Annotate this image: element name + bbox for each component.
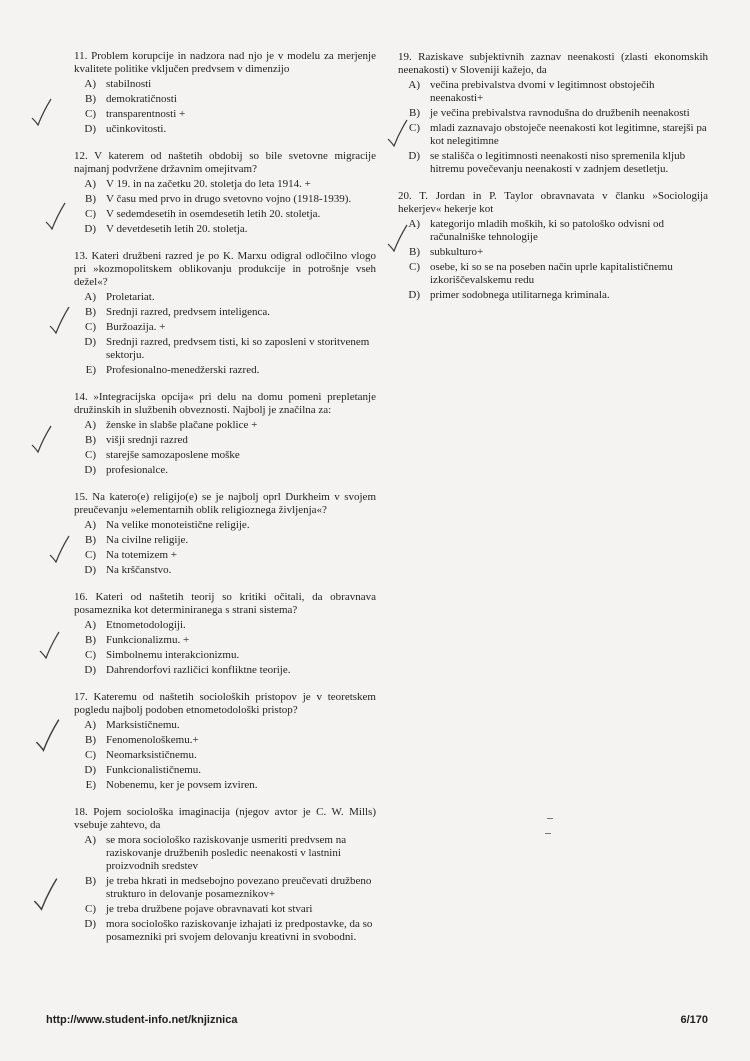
left-column — [74, 50, 376, 958]
option-a — [74, 619, 376, 632]
option-a — [74, 419, 376, 432]
option-list — [74, 519, 376, 577]
option-text: osebe, ki so se na poseben način uprle kapitalističnemu izkoriščevalskemu redu — [430, 261, 673, 286]
option-list — [398, 79, 708, 176]
option-text: Na totemizem + — [106, 549, 177, 561]
option-text: Srednji razred, predvsem inteligenca. — [106, 306, 271, 318]
option-letter: B) — [85, 193, 96, 205]
option-letter: A) — [84, 834, 96, 846]
option-d — [74, 464, 376, 477]
option-a — [398, 79, 708, 105]
option-text: Neomarksističnemu. — [106, 749, 197, 761]
question-text: 17. Kateremu od naštetih socioloških pristopov je v teoretskem pogledu najbolj podoben etnometodološki pristop? — [74, 691, 376, 716]
option-text: demokratičnosti — [106, 93, 177, 105]
option-text: ženske in slabše plačane poklice + — [106, 419, 258, 431]
option-b — [398, 107, 708, 120]
option-letter: E) — [85, 779, 96, 791]
option-letter: C) — [85, 449, 96, 461]
option-text: Na civilne religije. — [106, 534, 189, 546]
option-letter: D) — [84, 336, 96, 348]
question-15 — [74, 491, 376, 577]
question-text: 20. T. Jordan in P. Taylor obravnavata v članku »Sociologija hekerjev« hekerje kot — [398, 190, 708, 215]
option-d — [74, 336, 376, 362]
option-text: je večina prebivalstva ravnodušna do družbenih neenakosti — [430, 107, 690, 119]
option-letter: B) — [85, 434, 96, 446]
option-text: je treba hkrati in medsebojno povezano preučevati družbeno strukturo in delovanje posameznikov+ — [106, 875, 372, 900]
option-text: V devetdesetih letih 20. stoletja. — [106, 223, 248, 235]
option-letter: B) — [85, 306, 96, 318]
option-c — [74, 903, 376, 916]
question-11 — [74, 50, 376, 136]
question-12 — [74, 150, 376, 236]
option-letter: D) — [408, 289, 420, 301]
handwritten-check-icon — [34, 717, 60, 753]
option-letter: B) — [409, 107, 420, 119]
option-b — [74, 875, 376, 901]
option-letter: D) — [84, 918, 96, 930]
option-letter: A) — [84, 178, 96, 190]
option-d — [74, 764, 376, 777]
option-list — [398, 218, 708, 302]
option-c — [398, 261, 708, 287]
handwritten-check-icon — [48, 306, 70, 334]
option-b — [74, 634, 376, 647]
option-c — [74, 321, 376, 334]
option-text: Dahrendorfovi različici konfliktne teorije. — [106, 664, 291, 676]
question-text: 19. Raziskave subjektivnih zaznav neenakosti (zlasti ekonomskih neenakosti) v Sloveniji kažejo, da — [398, 51, 708, 76]
option-letter: B) — [85, 875, 96, 887]
option-a — [74, 719, 376, 732]
option-list — [74, 178, 376, 236]
option-c — [74, 108, 376, 121]
option-text: Na velike monoteistične religije. — [106, 519, 250, 531]
option-letter: D) — [84, 223, 96, 235]
option-text: je treba družbene pojave obravnavati kot stvari — [106, 903, 313, 915]
option-e — [74, 364, 376, 377]
option-text: V sedemdesetih in osemdesetih letih 20. stoletja. — [106, 208, 321, 220]
option-a — [74, 291, 376, 304]
option-b — [74, 306, 376, 319]
option-letter: C) — [85, 903, 96, 915]
option-text: V času med prvo in drugo svetovno vojno (1918-1939). — [106, 193, 352, 205]
scan-speck — [547, 818, 553, 819]
option-letter: A) — [408, 218, 420, 230]
option-letter: B) — [85, 93, 96, 105]
question-text: 12. V katerem od naštetih obdobij so bile svetovne migracije najmanj podvržene državnim omejitvam? — [74, 150, 376, 175]
option-b — [74, 93, 376, 106]
option-text: Simbolnemu interakcionizmu. — [106, 649, 240, 661]
question-17 — [74, 691, 376, 792]
option-d — [74, 664, 376, 677]
option-c — [74, 649, 376, 662]
option-b — [74, 734, 376, 747]
option-letter: C) — [85, 649, 96, 661]
option-text: profesionalce. — [106, 464, 168, 476]
option-text: se mora sociološko raziskovanje usmeriti predvsem na raziskovanje družbenih posledic neenakosti v lastnini proizvodnih sredstev — [106, 834, 347, 872]
option-text: starejše samozaposlene moške — [106, 449, 240, 461]
option-letter: A) — [84, 419, 96, 431]
option-d — [74, 123, 376, 136]
option-text: Profesionalno-menedžerski razred. — [106, 364, 260, 376]
option-text: primer sodobnega utilitarnega kriminala. — [430, 289, 610, 301]
option-letter: A) — [84, 719, 96, 731]
option-list — [74, 834, 376, 944]
option-a — [74, 519, 376, 532]
option-text: Funkcionalizmu. + — [106, 634, 190, 646]
option-text: subkulturo+ — [430, 246, 484, 258]
question-text: 16. Kateri od naštetih teorij so kritiki očitali, da obravnava posameznika kot determiniranega s strani sistema? — [74, 591, 376, 616]
option-text: Buržoazija. + — [106, 321, 166, 333]
option-text: se stališča o legitimnosti neenakosti niso spremenila kljub hitremu povečevanju neenakosti v zadnjem desetletju. — [430, 150, 686, 175]
handwritten-check-icon — [30, 98, 52, 126]
option-letter: A) — [84, 619, 96, 631]
option-text: Nobenemu, ker je povsem izviren. — [106, 779, 258, 791]
option-text: V 19. in na začetku 20. stoletja do leta 1914. + — [106, 178, 311, 190]
option-d — [74, 918, 376, 944]
option-letter: C) — [85, 549, 96, 561]
question-text: 13. Kateri družbeni razred je po K. Marxu odigral odločilno vlogo pri »kozmopolitskem oblikovanju produkcije in potrošnje vseh dežel«? — [74, 250, 376, 288]
option-b — [74, 193, 376, 206]
option-text: kategorijo mladih moških, ki so patološko odvisni od računalniške tehnologije — [430, 218, 665, 243]
option-text: Funkcionalističnemu. — [106, 764, 202, 776]
option-letter: C) — [85, 749, 96, 761]
option-e — [74, 779, 376, 792]
question-text: 15. Na katero(e) religijo(e) se je najbolj oprl Durkheim v svojem preučevanju »elementarnih oblik religioznega življenja«? — [74, 491, 376, 516]
option-d — [398, 150, 708, 176]
option-c — [74, 208, 376, 221]
handwritten-check-icon — [38, 631, 60, 659]
option-letter: D) — [84, 464, 96, 476]
question-text: 11. Problem korupcije in nadzora nad njo je v modelu za merjenje kvalitete politike vključen predvsem v dimenzijo — [74, 50, 376, 75]
option-letter: B) — [85, 634, 96, 646]
right-column — [398, 51, 708, 316]
option-letter: A) — [84, 519, 96, 531]
option-c — [74, 449, 376, 462]
option-c — [74, 549, 376, 562]
handwritten-check-icon — [44, 202, 66, 230]
question-text: 18. Pojem sociološka imaginacija (njegov avtor je C. W. Mills) vsebuje zahtevo, da — [74, 806, 376, 831]
question-13 — [74, 250, 376, 377]
option-d — [74, 223, 376, 236]
option-letter: C) — [85, 208, 96, 220]
page-number: 6/170 — [680, 1014, 708, 1026]
option-c — [398, 122, 708, 148]
option-text: mladi zaznavajo obstoječe neenakosti kot legitimne, starejši pa kot nelegitimne — [430, 122, 707, 147]
option-d — [398, 289, 708, 302]
option-letter: D) — [84, 564, 96, 576]
question-20 — [398, 190, 708, 302]
question-14 — [74, 391, 376, 477]
option-letter: C) — [85, 321, 96, 333]
option-d — [74, 564, 376, 577]
option-letter: B) — [85, 534, 96, 546]
option-text: Srednji razred, predvsem tisti, ki so zaposleni v storitvenem sektorju. — [106, 336, 370, 361]
option-text: stabilnosti — [106, 78, 152, 90]
scan-speck — [545, 833, 551, 834]
option-letter: E) — [85, 364, 96, 376]
option-b — [74, 534, 376, 547]
handwritten-check-icon — [32, 876, 58, 912]
question-text: 14. »Integracijska opcija« pri delu na domu pomeni prepletanje družinskih in službenih obveznosti. Najbolj je značilna za: — [74, 391, 376, 416]
option-text: Proletariat. — [106, 291, 155, 303]
option-text: Etnometodologiji. — [106, 619, 186, 631]
handwritten-check-icon — [30, 425, 52, 453]
handwritten-check-icon — [386, 119, 408, 147]
option-letter: D) — [84, 764, 96, 776]
option-letter: D) — [408, 150, 420, 162]
option-list — [74, 619, 376, 677]
option-text: Fenomenološkemu.+ — [106, 734, 199, 746]
footer-url: http://www.student-info.net/knjiznica — [46, 1014, 238, 1026]
option-list — [74, 419, 376, 477]
option-text: transparentnosti + — [106, 108, 186, 120]
handwritten-check-icon — [48, 535, 70, 563]
option-letter: A) — [84, 78, 96, 90]
option-text: mora sociološko raziskovanje izhajati iz predpostavke, da so posamezniki pri svojem delovanju kreativni in svobodni. — [106, 918, 373, 943]
option-list — [74, 719, 376, 792]
option-text: Na krščanstvo. — [106, 564, 172, 576]
option-letter: D) — [84, 123, 96, 135]
option-letter: B) — [85, 734, 96, 746]
question-18 — [74, 806, 376, 944]
option-letter: C) — [409, 122, 420, 134]
option-letter: B) — [409, 246, 420, 258]
option-text: višji srednji razred — [106, 434, 188, 446]
option-letter: C) — [85, 108, 96, 120]
option-text: učinkovitosti. — [106, 123, 167, 135]
option-a — [74, 834, 376, 873]
option-a — [74, 78, 376, 91]
option-list — [74, 78, 376, 136]
option-a — [74, 178, 376, 191]
option-b — [74, 434, 376, 447]
question-19 — [398, 51, 708, 176]
option-c — [74, 749, 376, 762]
question-16 — [74, 591, 376, 677]
option-letter: C) — [409, 261, 420, 273]
option-list — [74, 291, 376, 377]
option-b — [398, 246, 708, 259]
handwritten-check-icon — [386, 224, 408, 252]
option-letter: A) — [408, 79, 420, 91]
option-text: večina prebivalstva dvomi v legitimnost obstoječih neenakosti+ — [430, 79, 655, 104]
option-letter: A) — [84, 291, 96, 303]
option-text: Marksističnemu. — [106, 719, 180, 731]
option-letter: D) — [84, 664, 96, 676]
option-a — [398, 218, 708, 244]
